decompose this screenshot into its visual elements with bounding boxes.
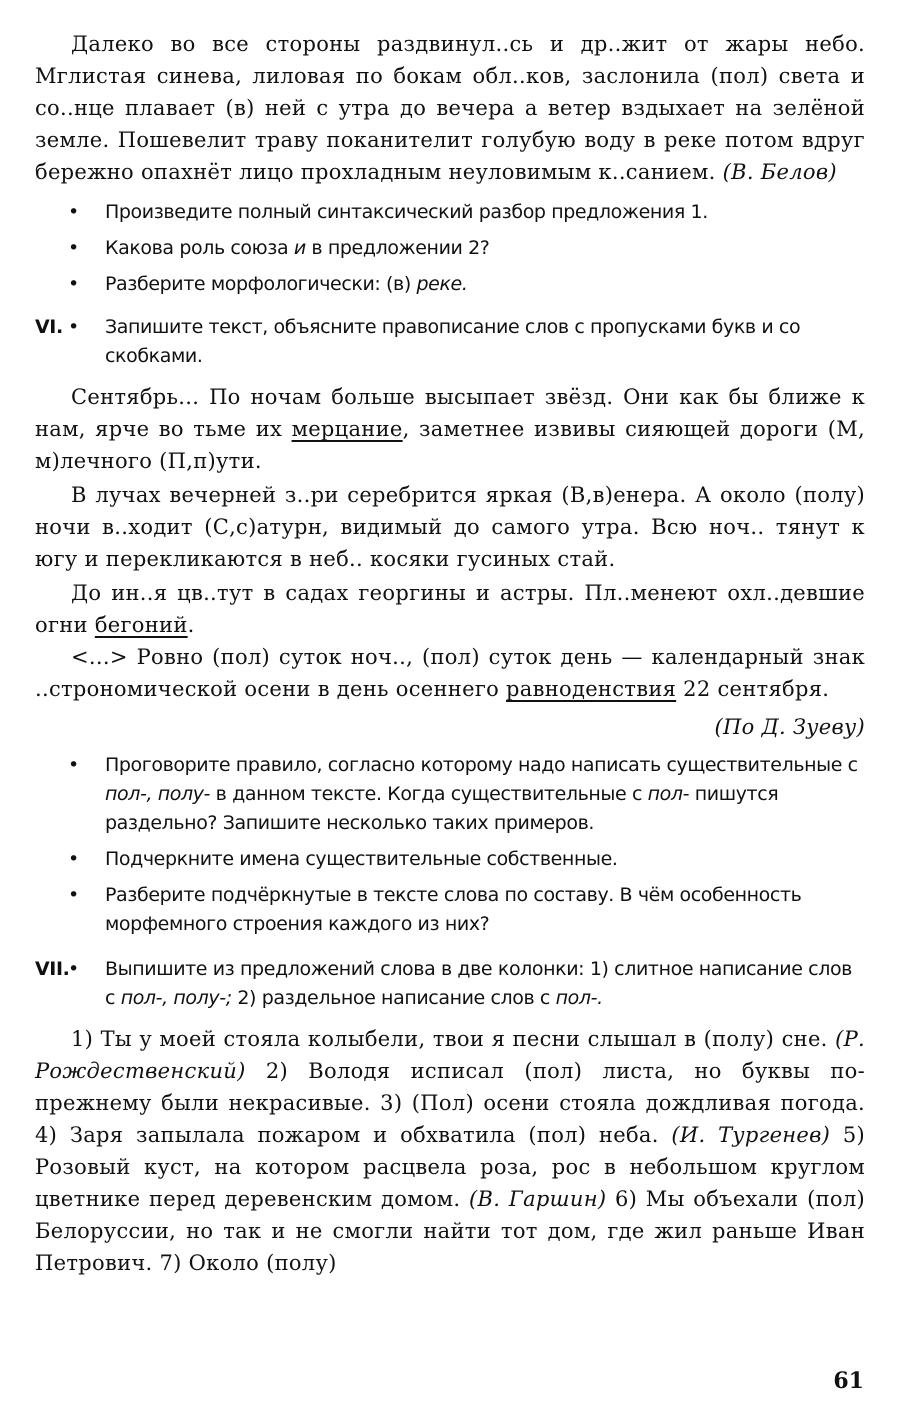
task-list-1 bbox=[35, 198, 865, 299]
section-number: VII. bbox=[35, 958, 70, 980]
task-item bbox=[35, 270, 865, 299]
text-body: До ин..я цв..тут в садах георгины и астры. Пл..менеют охл..девшие огни bbox=[35, 581, 865, 637]
section-task: 2) раздельное написание слов с bbox=[231, 987, 556, 1009]
underlined-word: равноденствия bbox=[506, 677, 677, 701]
bullet-icon: • bbox=[68, 273, 79, 295]
author-citation: (Р. Рождественский) bbox=[35, 1027, 865, 1083]
text-body: Далеко во все стороны раздвинул..сь и др..жит от жары небо. Мглистая синева, лиловая по бокам обл..ков, заслонила (пол) света и со..нце плавает (в) ней с утра до вечера а ветер вздыхает на зелёной земле. Пошевелит траву поканителит голубую воду в реке потом вдруг бережно опахнёт лицо прохладным неуловимым к..санием. bbox=[35, 32, 865, 184]
text-body: 5) Розовый куст, на котором расцвела роза, рос в небольшом круглом цветнике перед деревенским домом. bbox=[35, 1123, 865, 1211]
text-paragraph-belov bbox=[35, 28, 865, 188]
task-term: пол- bbox=[647, 783, 690, 805]
bullet-icon: • bbox=[68, 237, 79, 259]
text-paragraph: В лучах вечерней з..ри серебрится яркая (В,в)енера. А около (полу) ночи в..ходит (С,с)атурн, видимый до самого утра. Всю ноч.. тянут к югу и перекликаются в неб.. косяки гусиных стай. bbox=[35, 483, 865, 571]
task-list-2 bbox=[35, 751, 865, 939]
task-text: Разберите морфологически: (в) bbox=[105, 273, 417, 295]
text-paragraph-sentences bbox=[35, 1023, 865, 1279]
bullet-icon: • bbox=[68, 316, 79, 338]
text-body: 6) Мы объехали (пол) Белоруссии, но так и не смогли найти тот дом, где жил раньше Иван Петрович. 7) Около (полу) bbox=[35, 1187, 865, 1275]
text-body: 22 сентября. bbox=[676, 677, 830, 701]
task-term: пол-, полу- bbox=[105, 783, 211, 805]
task-text: Разберите подчёркнутые в тексте слова по составу. В чём особенность морфемного строения каждого из них? bbox=[105, 884, 802, 935]
bullet-icon: • bbox=[68, 958, 79, 980]
text-body: <...> Ровно (пол) суток ноч.., (пол) суток день — календарный знак ..строномической осени в день осеннего bbox=[35, 645, 865, 701]
author-citation: (В. Белов) bbox=[722, 160, 837, 184]
section-vii bbox=[35, 955, 865, 1013]
page-number: 61 bbox=[833, 1368, 864, 1394]
underlined-word: бегоний bbox=[94, 613, 188, 637]
bullet-icon: • bbox=[68, 754, 79, 776]
task-term: реке. bbox=[416, 273, 468, 295]
task-text: Проговорите правило, согласно которому надо написать существительные с bbox=[105, 754, 858, 776]
task-item bbox=[35, 845, 865, 874]
text-body: , заметнее извивы сияющей дороги (М, м)лечного (П,п)ути. bbox=[35, 417, 865, 473]
task-text: Подчеркните имена существительные собственные. bbox=[105, 848, 618, 870]
task-text: Произведите полный синтаксический разбор предложения 1. bbox=[105, 201, 708, 223]
section-task: Запишите текст, объясните правописание слов с пропусками букв и со скобками. bbox=[105, 316, 801, 367]
bullet-icon: • bbox=[68, 201, 79, 223]
text-paragraph bbox=[35, 577, 865, 641]
text-paragraph bbox=[35, 641, 865, 705]
text-body: 2) Володя исписал (пол) листа, но буквы по-прежнему были некрасивые. 3) (Пол) осени стояла дождливая погода. 4) Заря запылала пожаром и обхватила (пол) неба. bbox=[35, 1059, 865, 1147]
task-item bbox=[35, 198, 865, 227]
task-text: в данном тексте. Когда существительные с bbox=[210, 783, 648, 805]
task-item bbox=[35, 751, 865, 838]
bullet-icon: • bbox=[68, 884, 79, 906]
task-text: пишутся раздельно? Запишите несколько таких примеров. bbox=[105, 783, 779, 834]
task-term: пол-. bbox=[555, 987, 603, 1009]
section-vi bbox=[35, 313, 865, 371]
bullet-icon: • bbox=[68, 848, 79, 870]
task-term: и bbox=[293, 237, 306, 259]
text-paragraph bbox=[35, 381, 865, 477]
text-body: . bbox=[187, 613, 195, 637]
task-item bbox=[35, 234, 865, 263]
section-number: VI. bbox=[35, 316, 63, 338]
page-content bbox=[35, 28, 865, 1279]
task-text: Какова роль союза bbox=[105, 237, 294, 259]
text-body: 1) Ты у моей стояла колыбели, твои я песни слышал в (полу) сне. bbox=[71, 1027, 836, 1051]
task-text: в предложении 2? bbox=[305, 237, 490, 259]
author-citation: (По Д. Зуеву) bbox=[714, 715, 865, 739]
author-citation: (В. Гаршин) bbox=[469, 1187, 607, 1211]
task-term: пол-, полу-; bbox=[120, 987, 232, 1009]
task-item bbox=[35, 881, 865, 939]
text-body: Сентябрь... По ночам больше высыпает звёзд. Они как бы ближе к нам, ярче во тьме их bbox=[35, 385, 865, 441]
underlined-word: мерцание bbox=[291, 417, 403, 441]
author-citation: (И. Тургенев) bbox=[671, 1123, 831, 1147]
section-task: Выпишите из предложений слова в две колонки: 1) слитное написание слов с bbox=[105, 958, 852, 1009]
